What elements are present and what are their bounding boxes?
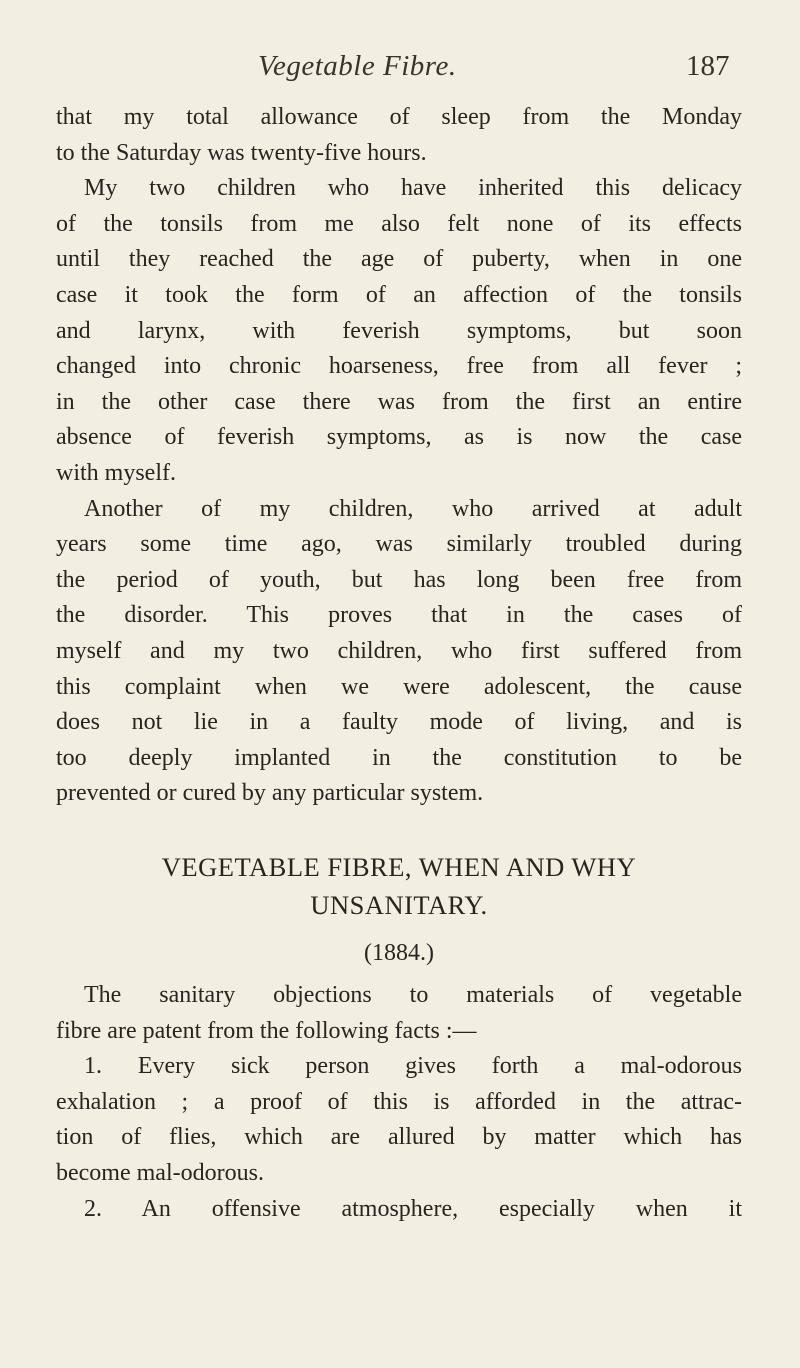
text-line: the period of youth, but has long been free from: [56, 566, 742, 593]
running-title: Vegetable Fibre.: [258, 50, 457, 82]
text-line: The sanitary objections to materials of vegetable: [84, 982, 742, 1008]
heading-line-1: VEGETABLE FIBRE, WHEN AND WHY: [161, 852, 637, 882]
text-line: years some time ago, was similarly troubled during: [56, 531, 742, 558]
section-year: (1884.): [364, 940, 434, 966]
text-line: too deeply implanted in the constitution to be: [56, 744, 742, 771]
section-heading: [56, 848, 742, 924]
running-head: [0, 50, 800, 94]
text-line: this complaint when we were adolescent, the cause: [56, 673, 742, 700]
text-line: 2. An offensive atmosphere, especially when it: [84, 1195, 742, 1222]
text-line: and larynx, with feverish symptoms, but soon: [56, 317, 742, 344]
text-line: prevented or cured by any particular system.: [56, 780, 484, 807]
text-line: to the Saturday was twenty-five hours.: [56, 139, 427, 166]
text-line: that my total allowance of sleep from the Monday: [56, 104, 742, 130]
body-text-section-2: [56, 978, 742, 1227]
text-line: become mal-odorous.: [56, 1159, 264, 1186]
text-line: case it took the form of an affection of the tonsils: [56, 281, 742, 308]
page-number: 187: [686, 50, 730, 82]
text-line: fibre are patent from the following facts :—: [56, 1017, 477, 1044]
heading-line-2: UNSANITARY.: [310, 890, 488, 920]
body-text-section-1: [56, 100, 742, 812]
text-line: myself and my two children, who first suffered from: [56, 637, 742, 664]
text-line: of the tonsils from me also felt none of its effects: [56, 210, 742, 237]
text-line: in the other case there was from the first an entire: [56, 388, 742, 415]
text-line: tion of flies, which are allured by matter which has: [56, 1124, 742, 1151]
text-line: until they reached the age of puberty, when in one: [56, 246, 742, 273]
text-line: My two children who have inherited this delicacy: [84, 175, 742, 202]
text-line: does not lie in a faulty mode of living, and is: [56, 709, 742, 736]
text-line: 1. Every sick person gives forth a mal-odorous: [84, 1053, 742, 1080]
text-line: with myself.: [56, 459, 176, 486]
text-line: Another of my children, who arrived at adult: [84, 495, 742, 522]
text-line: exhalation ; a proof of this is afforded in the attrac-: [56, 1088, 742, 1115]
text-line: the disorder. This proves that in the cases of: [56, 602, 742, 629]
text-line: absence of feverish symptoms, as is now the case: [56, 424, 742, 451]
text-line: changed into chronic hoarseness, free from all fever ;: [56, 353, 742, 380]
